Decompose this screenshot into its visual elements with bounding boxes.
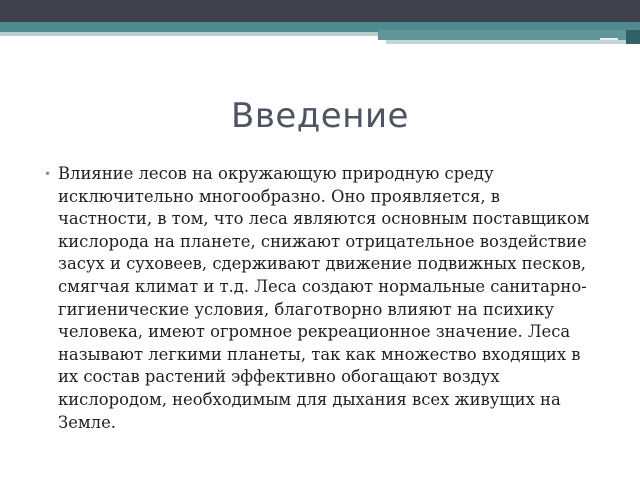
bullet-text: Влияние лесов на окружающую природную среду исключительно многообразно. Оно проявляется, в частности, в том, что леса являются основным поставщиком кислорода на планете, снижают отрицательное воздействие засух и суховеев, сдерживают движение подвижных песков, смягчая климат и т.д. Леса создают нормальные санитарно-гигиенические условия, благотворно влияют на психику человека, имеют огромное рекреационное значение. Леса называют легкими планеты, так как множество входящих в их состав растений эффективно обогащают воздух кислородом, необходимым для дыхания всех живущих на Земле. xyxy=(58,164,590,432)
slide-content xyxy=(44,163,592,434)
header-notch-edge xyxy=(626,30,640,44)
header-band-dark xyxy=(0,0,640,22)
bullet-item xyxy=(44,163,592,434)
header-notch-light xyxy=(386,40,640,44)
header-notch-line xyxy=(600,38,618,40)
slide-title: Введение xyxy=(231,96,409,136)
bullet-icon: • xyxy=(44,167,52,181)
header-notch-teal xyxy=(378,30,636,40)
header-band-light xyxy=(0,32,380,36)
